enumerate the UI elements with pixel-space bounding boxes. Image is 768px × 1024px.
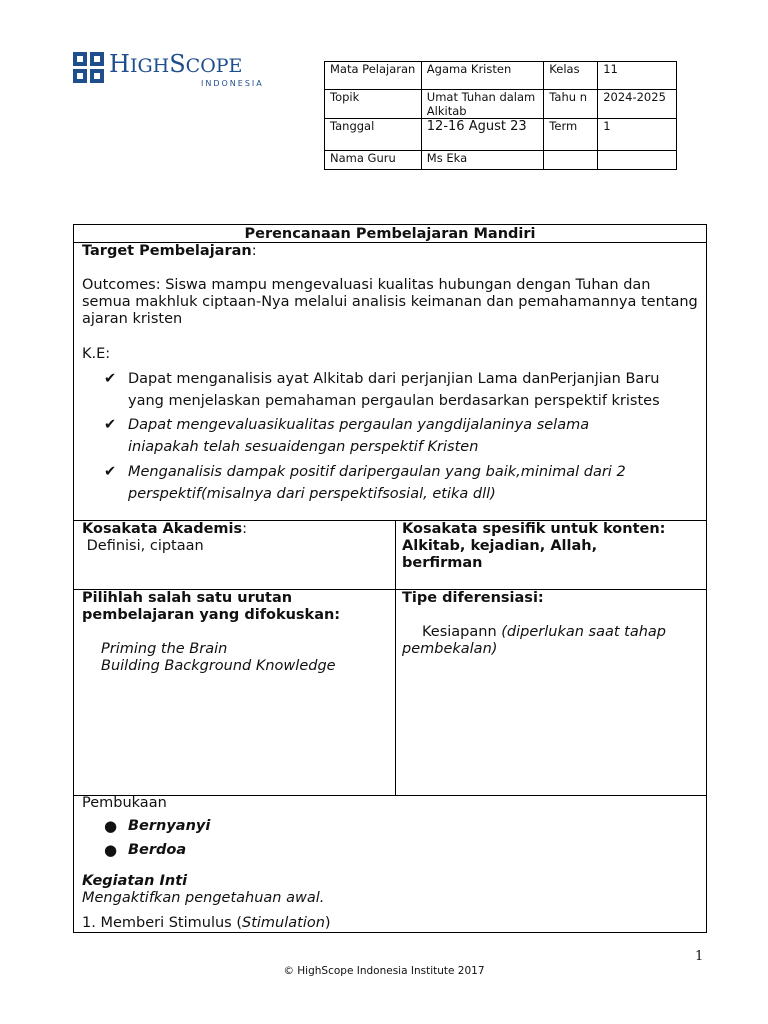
plan-title: Perencanaan Pembelajaran Mandiri xyxy=(244,226,536,242)
sequence-item: Priming the Brain xyxy=(101,641,228,657)
sequence-label: pembelajaran yang difokuskan: xyxy=(82,607,341,623)
empty-cell xyxy=(598,151,677,170)
vocab-specific-value: berfirman xyxy=(402,555,483,571)
bullet-icon: ● xyxy=(104,817,118,835)
logo-wordmark: HIGHSCOPE xyxy=(109,50,243,78)
class-value: 11 xyxy=(598,62,677,90)
opening-label: Pembukaan xyxy=(82,795,167,811)
target-heading: Target Pembelajaran: xyxy=(82,243,257,259)
ke-label: K.E: xyxy=(82,346,111,362)
teacher-label: Nama Guru xyxy=(325,151,422,170)
vocab-specific-label: Kosakata spesifik untuk konten: xyxy=(402,521,666,537)
footer-copyright: © HighScope Indonesia Institute 2017 xyxy=(283,965,485,977)
year-value: 2024-2025 xyxy=(598,90,677,119)
core-activity-sub: Mengaktifkan pengetahuan awal. xyxy=(82,890,325,906)
check-icon: ✔ xyxy=(104,464,117,480)
vocab-academic-label: Kosakata Akademis: xyxy=(82,521,248,537)
subject-label: Mata Pelajaran xyxy=(325,62,422,90)
date-value: 12-16 Agust 23 xyxy=(421,119,544,151)
differentiation-label: Tipe diferensiasi: xyxy=(402,590,544,606)
bullet-icon: ● xyxy=(104,841,118,859)
differentiation-value: pembekalan) xyxy=(402,641,498,657)
logo-mark-icon xyxy=(73,52,105,84)
step-stimulation: 1. Memberi Stimulus (Stimulation) xyxy=(82,915,331,931)
term-value: 1 xyxy=(598,119,677,151)
year-label: Tahu n xyxy=(544,90,598,119)
lesson-info-table xyxy=(324,61,677,170)
check-icon: ✔ xyxy=(104,371,117,387)
teacher-value: Ms Eka xyxy=(421,151,544,170)
planning-table: Perencanaan Pembelajaran Mandiri Target Pembelajaran: Outcomes: Siswa mampu mengevaluasi kualitas hubungan dengan Tuhan dan semua makhluk ciptaan-Nya melalui analisis keimanan dan pemahamannya tentang ajaran kristen K.E: ✔ Dapat menganalisis ayat Alkitab dari perjanjian Lama danPerjanjian Baru yang menjelaskan pemahaman pergaulan berdasarkan perspektif kristes ✔ Dapat mengevaluasikualitas pergaulan yangdijalaninya selama iniapakah telah sesuaidengan perspektif Kristen ✔ Menganalisis dampak positif daripergaulan yang baik,minimal dari 2 perspektif(misalnya dari perspektifsosial, etika dll) Kosakata Akademis: Definisi, ciptaan Kosakata spesifik untuk konten: Alkitab, kejadian, Allah, berfirman Pilihlah salah satu urutan pembelajaran yang difokuskan: Priming the Brain Building Background Knowledge Tipe diferensiasi: Kesiapann (diperlukan saat tahap pembekalan) Pembukaan ● Bernyanyi ● Berdoa Kegiatan Inti Mengaktifkan pengetahuan awal. 1. Memberi Stimulus (Stimulation) xyxy=(73,224,707,933)
differentiation-value: Kesiapann (diperlukan saat tahap xyxy=(422,624,667,640)
core-activity-label: Kegiatan Inti xyxy=(82,873,188,889)
empty-cell xyxy=(544,151,598,170)
vocab-academic-value: Definisi, ciptaan xyxy=(82,538,204,554)
topic-label: Topik xyxy=(325,90,422,119)
class-label: Kelas xyxy=(544,62,598,90)
topic-value: Umat Tuhan dalam Alkitab xyxy=(421,90,544,119)
page-number: 1 xyxy=(695,949,704,964)
date-label: Tanggal xyxy=(325,119,422,151)
term-label: Term xyxy=(544,119,598,151)
sequence-label: Pilihlah salah satu urutan xyxy=(82,590,293,606)
sequence-item: Building Background Knowledge xyxy=(101,658,336,674)
outcomes-text: Outcomes: Siswa mampu mengevaluasi kualitas hubungan dengan Tuhan dan semua makhluk ciptaan-Nya melalui analisis keimanan dan pemahamannya tentang ajaran kristen xyxy=(82,277,698,327)
subject-value: Agama Kristen xyxy=(421,62,544,90)
vocab-specific-value: Alkitab, kejadian, Allah, xyxy=(402,538,598,554)
check-icon: ✔ xyxy=(104,417,117,433)
logo-subtitle: INDONESIA xyxy=(201,79,264,88)
